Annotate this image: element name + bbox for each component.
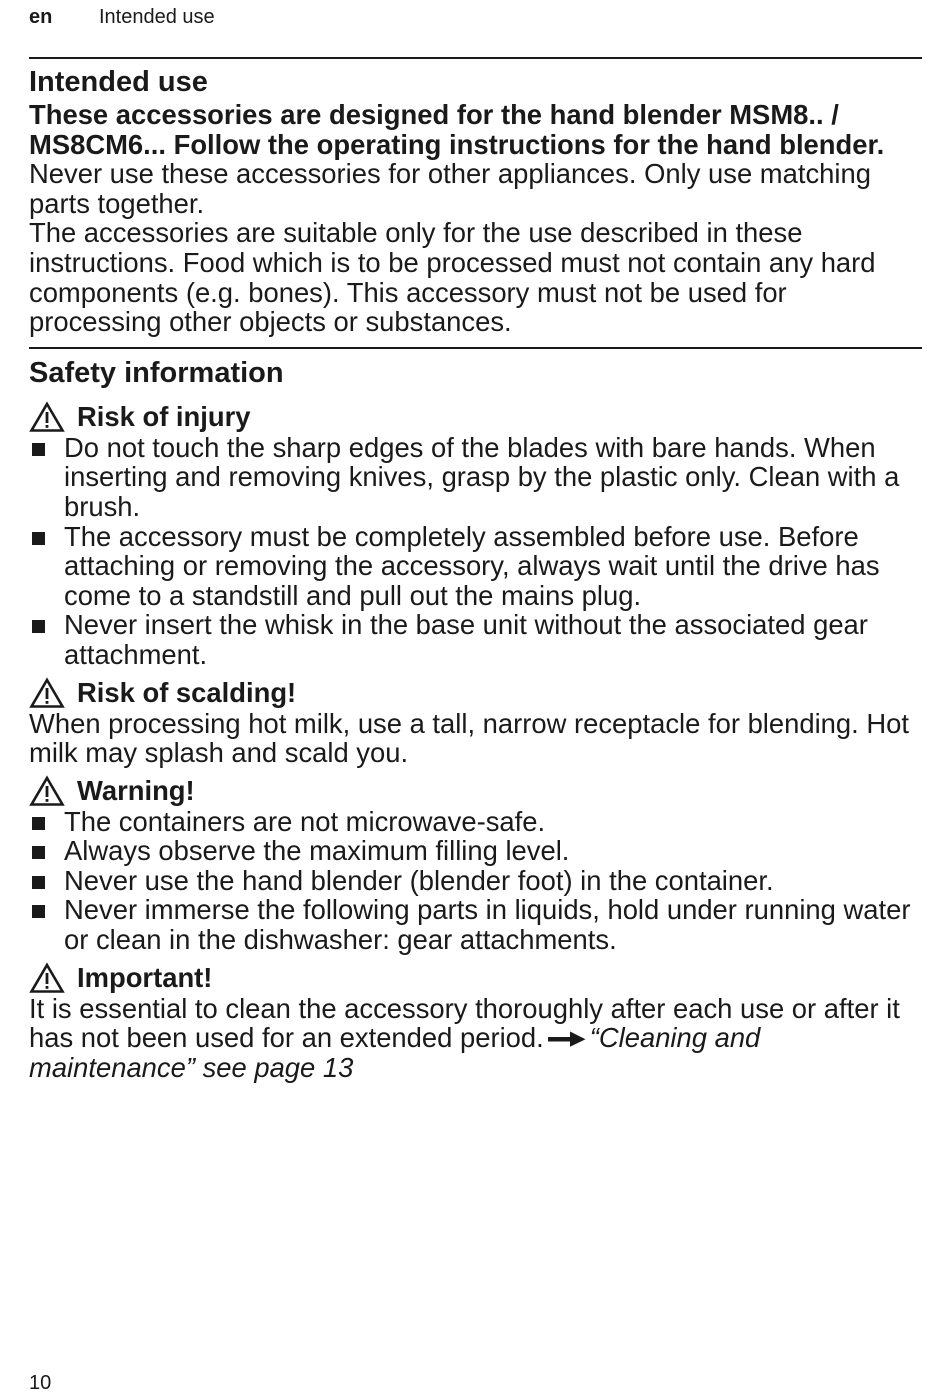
scalding-text: When processing hot milk, use a tall, narrow receptacle for blending. Hot milk may splash and scald you. xyxy=(29,707,909,769)
list-item xyxy=(29,895,922,954)
cross-reference-link[interactable]: “Cleaning and maintenance” see page 13 xyxy=(29,1022,761,1083)
arrow-right-icon xyxy=(548,1031,586,1047)
heading-text: Important! xyxy=(77,962,213,994)
running-section-title: Intended use xyxy=(99,6,215,28)
list-item xyxy=(29,866,922,896)
warning-list xyxy=(29,807,922,955)
warning-triangle-icon xyxy=(29,962,65,994)
warning-triangle-icon xyxy=(29,401,65,433)
square-bullet-icon xyxy=(32,846,45,859)
square-bullet-icon xyxy=(32,876,45,889)
list-item-text: Always observe the maximum filling level. xyxy=(64,835,570,867)
list-item xyxy=(29,433,922,522)
list-item xyxy=(29,807,922,837)
list-item-text: Do not touch the sharp edges of the blades with bare hands. When inserting and removing knives, grasp by the plastic only. Clean with a brush. xyxy=(64,431,900,522)
list-item xyxy=(29,610,922,669)
heading-text: Risk of injury xyxy=(77,401,251,433)
page-number: 10 xyxy=(29,1372,52,1394)
list-item-text: Never insert the whisk in the base unit without the associated gear attachment. xyxy=(64,609,868,670)
intended-use-heading: Intended use xyxy=(29,66,208,98)
important-body: It is essential to clean the accessory thoroughly after each use or after it has not been used for an extended period. xyxy=(29,992,900,1054)
list-item-text: The accessory must be completely assembled before use. Before attaching or removing the accessory, always wait until the drive has come to a standstill and pull out the mains plug. xyxy=(64,520,880,611)
important-heading xyxy=(29,962,922,994)
list-item xyxy=(29,836,922,866)
intended-use-intro: These accessories are designed for the hand blender MSM8.. / MS8CM6... Follow the operating instructions for the hand blender. xyxy=(29,99,885,160)
section-divider xyxy=(29,57,922,59)
important-text xyxy=(29,994,922,1083)
page-content xyxy=(29,57,922,1082)
warning-heading xyxy=(29,775,922,807)
square-bullet-icon xyxy=(32,817,45,830)
square-bullet-icon xyxy=(32,532,45,545)
square-bullet-icon xyxy=(32,620,45,633)
running-header xyxy=(29,6,215,29)
risk-of-scalding-heading xyxy=(29,677,922,709)
language-code: en xyxy=(29,6,53,28)
intended-use-paragraph: The accessories are suitable only for the use described in these instructions. Food which is to be processed must not contain any hard components (e.g. bones). This accessory must not be used for processing other objects or substances. xyxy=(29,217,876,338)
section-divider xyxy=(29,347,922,349)
list-item-text: Never use the hand blender (blender foot) in the container. xyxy=(64,864,774,896)
injury-list xyxy=(29,433,922,670)
list-item-text: Never immerse the following parts in liquids, hold under running water or clean in the dishwasher: gear attachments. xyxy=(64,894,911,956)
safety-heading: Safety information xyxy=(29,356,284,389)
square-bullet-icon xyxy=(32,905,45,918)
list-item xyxy=(29,522,922,611)
warning-triangle-icon xyxy=(29,775,65,807)
square-bullet-icon xyxy=(32,443,45,456)
warning-triangle-icon xyxy=(29,677,65,709)
heading-text: Risk of scalding! xyxy=(77,677,297,708)
risk-of-injury-heading xyxy=(29,401,922,433)
list-item-text: The containers are not microwave-safe. xyxy=(64,805,546,837)
heading-text: Warning! xyxy=(77,775,195,807)
intended-use-paragraph: Never use these accessories for other appliances. Only use matching parts together. xyxy=(29,158,871,219)
